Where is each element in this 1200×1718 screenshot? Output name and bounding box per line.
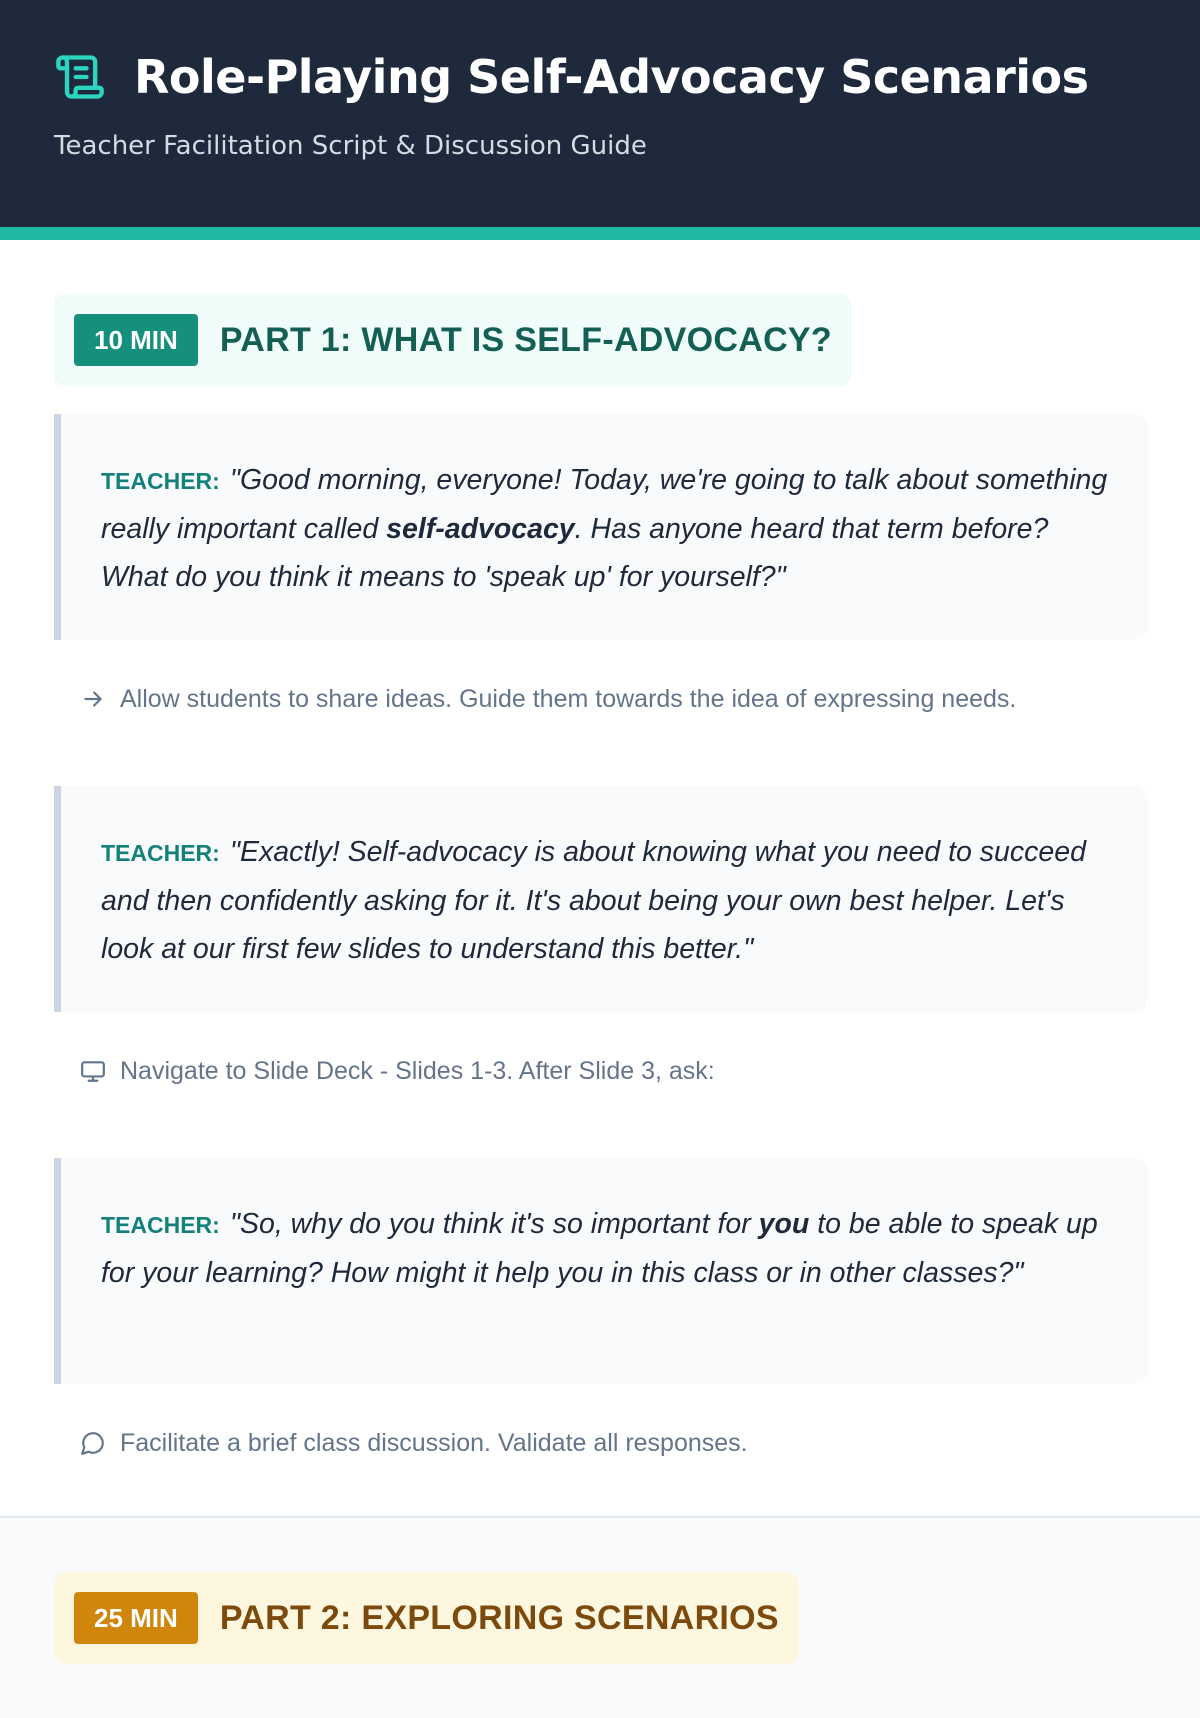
facilitator-note-3 bbox=[54, 1384, 1148, 1502]
quote-text: "Exactly! Self-advocacy is about knowing what you need to succeed and then confidently asking for it. It's about being your own best helper. Let's look at our first few slides to understand this better." bbox=[101, 836, 1086, 965]
part2-header bbox=[54, 1572, 799, 1664]
title-row bbox=[54, 50, 1089, 104]
note-text: Navigate to Slide Deck - Slides 1-3. After Slide 3, ask: bbox=[120, 1056, 715, 1085]
speaker-label: TEACHER: bbox=[101, 840, 220, 866]
page-header bbox=[0, 0, 1200, 240]
arrow-right-icon bbox=[80, 686, 106, 712]
teacher-quote-1 bbox=[54, 414, 1148, 640]
speaker-label: TEACHER: bbox=[101, 1212, 220, 1238]
teacher-quote-2 bbox=[54, 786, 1148, 1012]
facilitator-note-2 bbox=[54, 1012, 1148, 1130]
quote-emphasis: you bbox=[758, 1208, 810, 1240]
part1-header bbox=[54, 294, 852, 386]
teacher-quote-3 bbox=[54, 1158, 1148, 1384]
scroll-icon bbox=[54, 51, 106, 103]
quote-text: to be able to speak up for your learning? How might it help you in this class or in other classes?" bbox=[101, 1208, 1098, 1289]
facilitator-note-1 bbox=[54, 640, 1148, 758]
quote-text: "So, why do you think it's so important for bbox=[229, 1208, 759, 1240]
part1-section bbox=[0, 240, 1200, 1502]
page-title: Role-Playing Self-Advocacy Scenarios bbox=[134, 50, 1089, 104]
page-subtitle: Teacher Facilitation Script & Discussion Guide bbox=[54, 131, 647, 161]
speaker-label: TEACHER: bbox=[101, 468, 220, 494]
part1-title: PART 1: WHAT IS SELF-ADVOCACY? bbox=[219, 320, 832, 359]
quote-text: . Has anyone heard that term before? What do you think it means to 'speak up' for yourself?" bbox=[101, 513, 1049, 593]
part2-section bbox=[0, 1518, 1200, 1718]
monitor-icon bbox=[80, 1058, 106, 1084]
note-text: Facilitate a brief class discussion. Validate all responses. bbox=[120, 1428, 748, 1457]
quote-text: "Good morning, everyone! Today, we're going to talk about something really important called bbox=[101, 464, 1108, 545]
part2-title: PART 2: EXPLORING SCENARIOS bbox=[219, 1598, 779, 1637]
chat-bubble-icon bbox=[80, 1430, 106, 1456]
quote-emphasis: self-advocacy bbox=[386, 513, 575, 545]
part2-time-badge: 25 MIN bbox=[74, 1592, 198, 1644]
part1-time-badge: 10 MIN bbox=[74, 314, 198, 366]
note-text: Allow students to share ideas. Guide them towards the idea of expressing needs. bbox=[120, 684, 1017, 713]
